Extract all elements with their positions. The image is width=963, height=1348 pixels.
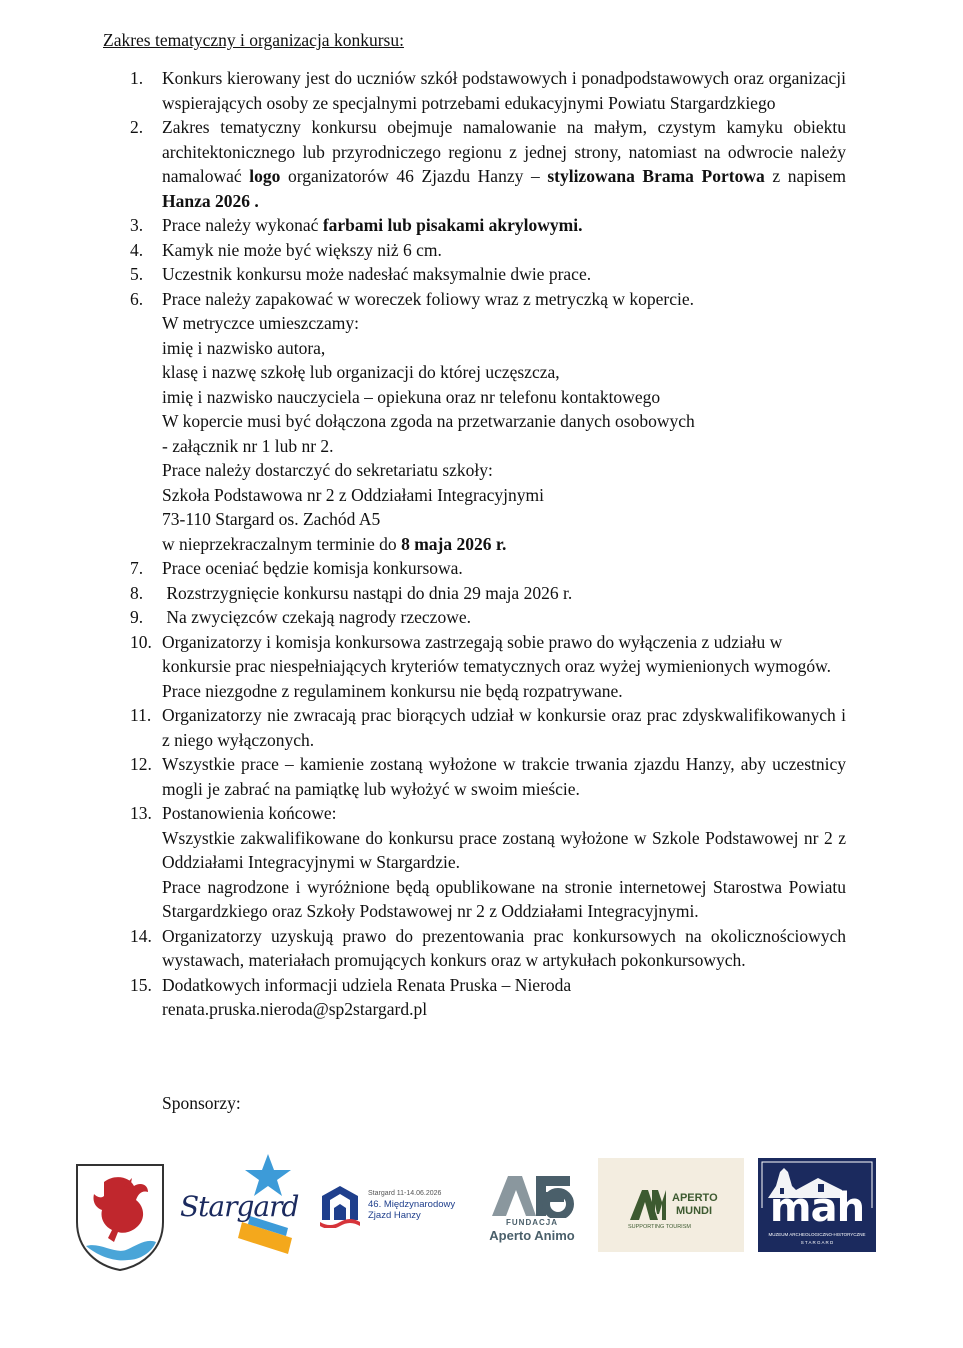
aperto-animo-line-2: Aperto Animo bbox=[489, 1228, 575, 1243]
aperto-mundi-tagline: SUPPORTING TOURISM bbox=[628, 1224, 691, 1230]
item-number: 14. bbox=[130, 925, 152, 946]
text-line: - załącznik nr 1 lub nr 2. bbox=[162, 435, 334, 456]
aperto-mundi-logo bbox=[598, 1158, 744, 1252]
item-text: Konkurs kierowany jest do uczniów szkół podstawowych i ponadpodstawowych oraz organizacji wspierających osoby ze specjalnymi potrzebami edukacyjnymi Powiatu Stargardzkiego bbox=[162, 68, 846, 113]
hanza-line-3: Zjazd Hanzy bbox=[368, 1210, 421, 1221]
item-number: 10. bbox=[130, 631, 152, 652]
text-line: imię i nazwisko autora, bbox=[162, 337, 326, 358]
item-number: 12. bbox=[130, 754, 152, 774]
text-line: Prace należy zapakować w woreczek foliowy wraz z metryczką w kopercie. bbox=[162, 288, 695, 309]
stargard-city-logo bbox=[180, 1150, 300, 1258]
section-heading: Zakres tematyczny i organizacja konkursu: bbox=[103, 30, 404, 50]
list-item bbox=[130, 801, 846, 924]
item-text bbox=[162, 801, 846, 924]
county-coat-of-arms-logo bbox=[74, 1162, 166, 1272]
list-item bbox=[130, 287, 846, 557]
list-item bbox=[130, 115, 846, 213]
text-run: Zakres tematyczny konkursu obejmuje namalowanie na małym, czystym kamyku obiektu architektonicznego lub przyrodniczego regionu z jednej strony, natomiast na odwrocie należy namalować bbox=[162, 117, 846, 186]
list-item bbox=[130, 973, 846, 1022]
item-text: Rozstrzygnięcie konkursu nastąpi do dnia 29 maja 2026 r. bbox=[162, 582, 573, 603]
aperto-animo-line-1: FUNDACJA bbox=[506, 1218, 558, 1227]
list-item bbox=[130, 703, 846, 752]
list-item bbox=[130, 66, 846, 115]
text-line: W metryczce umieszczamy: bbox=[162, 313, 359, 333]
item-text: Wszystkie prace – kamienie zostaną wyłożone w trakcie trwania zjazdu Hanzy, aby uczestnicy mogli je zabrać na pamiątkę lub wyłożyć w swoim mieście. bbox=[162, 754, 846, 799]
text-line: Szkoła Podstawowa nr 2 z Oddziałami Integracyjnymi bbox=[162, 484, 544, 505]
item-text bbox=[162, 115, 846, 213]
rules-list bbox=[130, 66, 846, 1022]
hanza-line-2: 46. Międzynarodowy bbox=[368, 1199, 456, 1210]
item-number: 2. bbox=[130, 117, 144, 137]
item-number: 8. bbox=[130, 582, 144, 603]
mah-city: S T A R G A R D bbox=[800, 1240, 834, 1245]
bold-run: logo bbox=[249, 166, 281, 186]
text-line: Prace należy dostarczyć do sekretariatu szkoły: bbox=[162, 460, 493, 480]
text-paragraph: Prace nagrodzone i wyróżnione będą opublikowane na stronie internetowej Starostwa Powiatu Stargardzkiego oraz Szkoły Podstawowej nr 2 z Oddziałami Integracyjnymi. bbox=[162, 876, 846, 921]
item-text: Prace oceniać będzie komisja konkursowa. bbox=[162, 558, 463, 578]
list-item bbox=[130, 605, 846, 630]
item-number: 11. bbox=[130, 705, 152, 725]
item-text: Kamyk nie może być większy niż 6 cm. bbox=[162, 239, 442, 260]
item-text bbox=[162, 287, 846, 557]
item-number: 5. bbox=[130, 264, 144, 284]
aperto-mundi-line-1: APERTO bbox=[672, 1192, 718, 1204]
item-text: Organizatorzy nie zwracają prac biorących udział w konkursie oraz prac zdyskwalifikowanych i z niego wyłączonych. bbox=[162, 705, 846, 750]
item-text: Organizatorzy i komisja konkursowa zastrzegają sobie prawo do wyłączenia z udziału w konkursie prac niespełniających kryteriów tematycznych oraz wyżej wymienionych wymogów. Prace niezgodne z regulaminem konkursu nie będą rozpatrywane. bbox=[162, 631, 831, 701]
bold-run: Hanza 2026 . bbox=[162, 190, 259, 211]
sponsors-label: Sponsorzy: bbox=[162, 1093, 241, 1113]
mah-museum-logo bbox=[758, 1158, 876, 1252]
item-number: 9. bbox=[130, 607, 144, 627]
hanza-date: Stargard 11-14.06.2026 bbox=[368, 1190, 442, 1197]
item-text bbox=[162, 973, 846, 1022]
list-item bbox=[130, 556, 846, 581]
text-line: klasę i nazwę szkołę lub organizacji do której uczęszcza, bbox=[162, 362, 560, 382]
text-line: Dodatkowych informacji udziela Renata Pruska – Nieroda bbox=[162, 974, 572, 995]
text-run: w nieprzekraczalnym terminie do bbox=[162, 533, 402, 554]
text-run: Prace należy wykonać bbox=[162, 215, 323, 235]
item-text: Uczestnik konkursu może nadesłać maksymalnie dwie prace. bbox=[162, 264, 592, 284]
mah-caption: MUZEUM ARCHEOLOGICZNO-HISTORYCZNE bbox=[768, 1232, 866, 1237]
bold-run: 8 maja 2026 r. bbox=[401, 533, 507, 554]
item-number: 13. bbox=[130, 803, 152, 823]
sponsor-logos bbox=[0, 1148, 963, 1278]
list-item bbox=[130, 238, 846, 263]
aperto-mundi-line-2: MUNDI bbox=[676, 1205, 713, 1217]
item-text bbox=[162, 213, 846, 238]
deadline-line bbox=[162, 532, 846, 557]
mah-letters: mah bbox=[769, 1185, 865, 1231]
item-number: 15. bbox=[130, 974, 152, 995]
list-item bbox=[130, 924, 846, 973]
list-item bbox=[130, 262, 846, 287]
list-item bbox=[130, 213, 846, 238]
aperto-animo-foundation-logo bbox=[478, 1170, 586, 1250]
list-item bbox=[130, 752, 846, 801]
item-text: Na zwycięzców czekają nagrody rzeczowe. bbox=[162, 607, 471, 627]
contact-email: renata.pruska.nieroda@sp2stargard.pl bbox=[162, 999, 428, 1019]
list-item bbox=[130, 630, 846, 704]
text-run: z napisem bbox=[764, 166, 847, 186]
item-number: 7. bbox=[130, 558, 144, 578]
text-paragraph: Wszystkie zakwalifikowane do konkursu prace zostaną wyłożone w Szkole Podstawowej nr 2 z Oddziałami Integracyjnymi w Stargardzie. bbox=[162, 827, 846, 872]
text-line: W kopercie musi być dołączona zgoda na przetwarzanie danych osobowych bbox=[162, 411, 695, 431]
stargard-wordmark: Stargard bbox=[180, 1190, 299, 1223]
item-number: 3. bbox=[130, 215, 144, 235]
text-run: organizatorów 46 Zjazdu Hanzy – bbox=[280, 166, 548, 186]
item-number: 4. bbox=[130, 239, 144, 260]
item-number: 6. bbox=[130, 288, 144, 309]
text-line: imię i nazwisko nauczyciela – opiekuna oraz nr telefonu kontaktowego bbox=[162, 386, 661, 407]
bold-run: stylizowana Brama Portowa bbox=[547, 166, 765, 186]
list-item bbox=[130, 581, 846, 606]
item-text: Organizatorzy uzyskują prawo do prezentowania prac konkursowych na okolicznościowych wystawach, materiałach promujących konkurs oraz w artykułach pokonkursowych. bbox=[162, 925, 846, 970]
text-line: 73-110 Stargard os. Zachód A5 bbox=[162, 509, 381, 529]
bold-run: farbami lub pisakami akrylowymi. bbox=[322, 215, 583, 235]
item-number: 1. bbox=[130, 68, 144, 88]
text-line: Postanowienia końcowe: bbox=[162, 803, 337, 823]
